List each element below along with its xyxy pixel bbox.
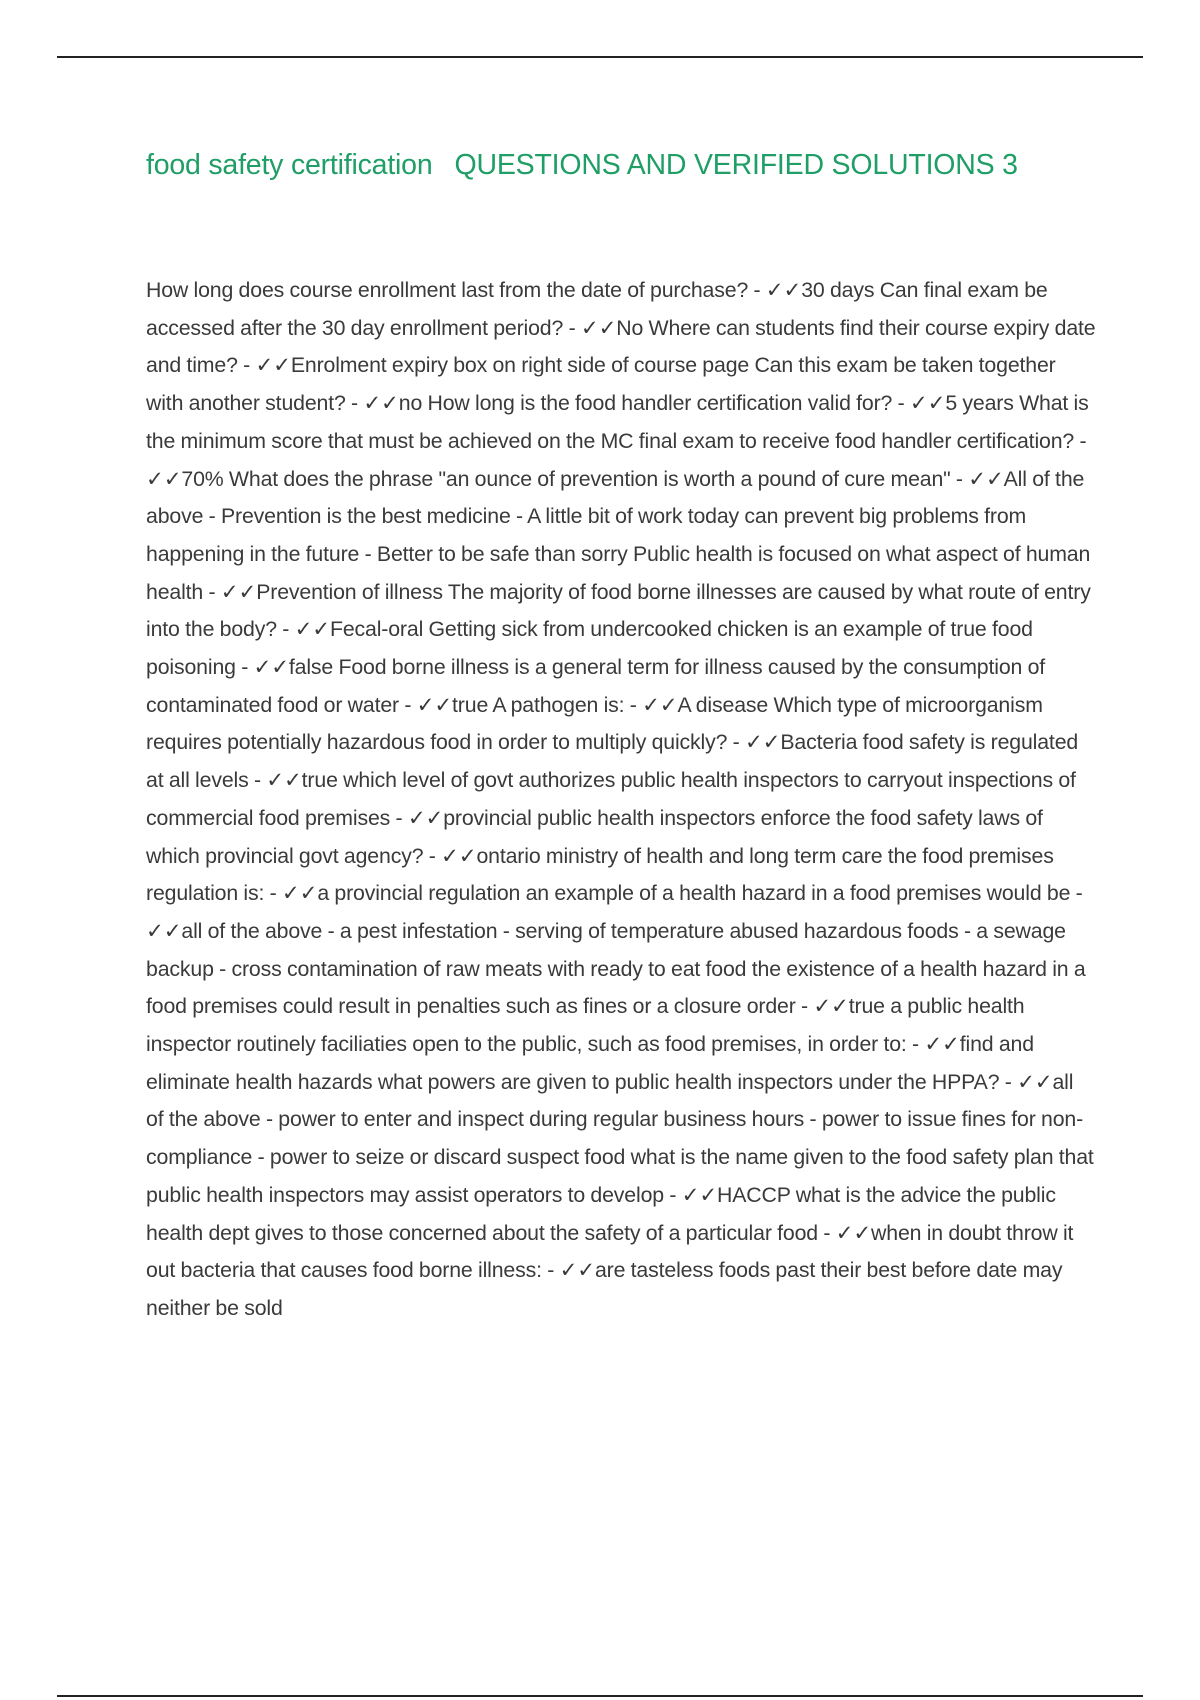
- footer-rule: [57, 1695, 1143, 1697]
- header-rule: [57, 56, 1143, 58]
- document-body: How long does course enrollment last from the date of purchase? - ✓✓30 days Can final exam be accessed after the 30 day enrollment period? - ✓✓No Where can students find their course expiry date and time? - ✓✓Enrolment expiry box on right side of course page Can this exam be taken together with another student? - ✓✓no How long is the food handler certification valid for? - ✓✓5 years What is the minimum score that must be achieved on the MC final exam to receive food handler certification? - ✓✓70% What does the phrase "an ounce of prevention is worth a pound of cure mean" - ✓✓All of the above - Prevention is the best medicine - A little bit of work today can prevent big problems from happening in the future - Better to be safe than sorry Public health is focused on what aspect of human health - ✓✓Prevention of illness The majority of food borne illnesses are caused by what route of entry into the body? - ✓✓Fecal-oral Getting sick from undercooked chicken is an example of true food poisoning - ✓✓false Food borne illness is a general term for illness caused by the consumption of contaminated food or water - ✓✓true A pathogen is: - ✓✓A disease Which type of microorganism requires potentially hazardous food in order to multiply quickly? - ✓✓Bacteria food safety is regulated at all levels - ✓✓true which level of govt authorizes public health inspectors to carryout inspections of commercial food premises - ✓✓provincial public health inspectors enforce the food safety laws of which provincial govt agency? - ✓✓ontario ministry of health and long term care the food premises regulation is: - ✓✓a provincial regulation an example of a health hazard in a food premises would be - ✓✓all of the above - a pest infestation - serving of temperature abused hazardous foods - a sewage backup - cross contamination of raw meats with ready to eat food the existence of a health hazard in a food premises could result in penalties such as fines or a closure order - ✓✓true a public health inspector routinely faciliaties open to the public, such as food premises, in order to: - ✓✓find and eliminate health hazards what powers are given to public health inspectors under the HPPA? - ✓✓all of the above - power to enter and inspect during regular business hours - power to issue fines for non-compliance - power to seize or discard suspect food what is the name given to the food safety plan that public health inspectors may assist operators to develop - ✓✓HACCP what is the advice the public health dept gives to those concerned about the safety of a particular food - ✓✓when in doubt throw it out bacteria that causes food borne illness: - ✓✓are tasteless foods past their best before date may neither be sold: [146, 278, 1096, 1320]
- page-number: 3: [1002, 149, 1018, 181]
- title-heading: QUESTIONS AND VERIFIED SOLUTIONS: [454, 149, 995, 181]
- page-title: [146, 148, 1018, 182]
- title-subject: food safety certification: [146, 149, 433, 181]
